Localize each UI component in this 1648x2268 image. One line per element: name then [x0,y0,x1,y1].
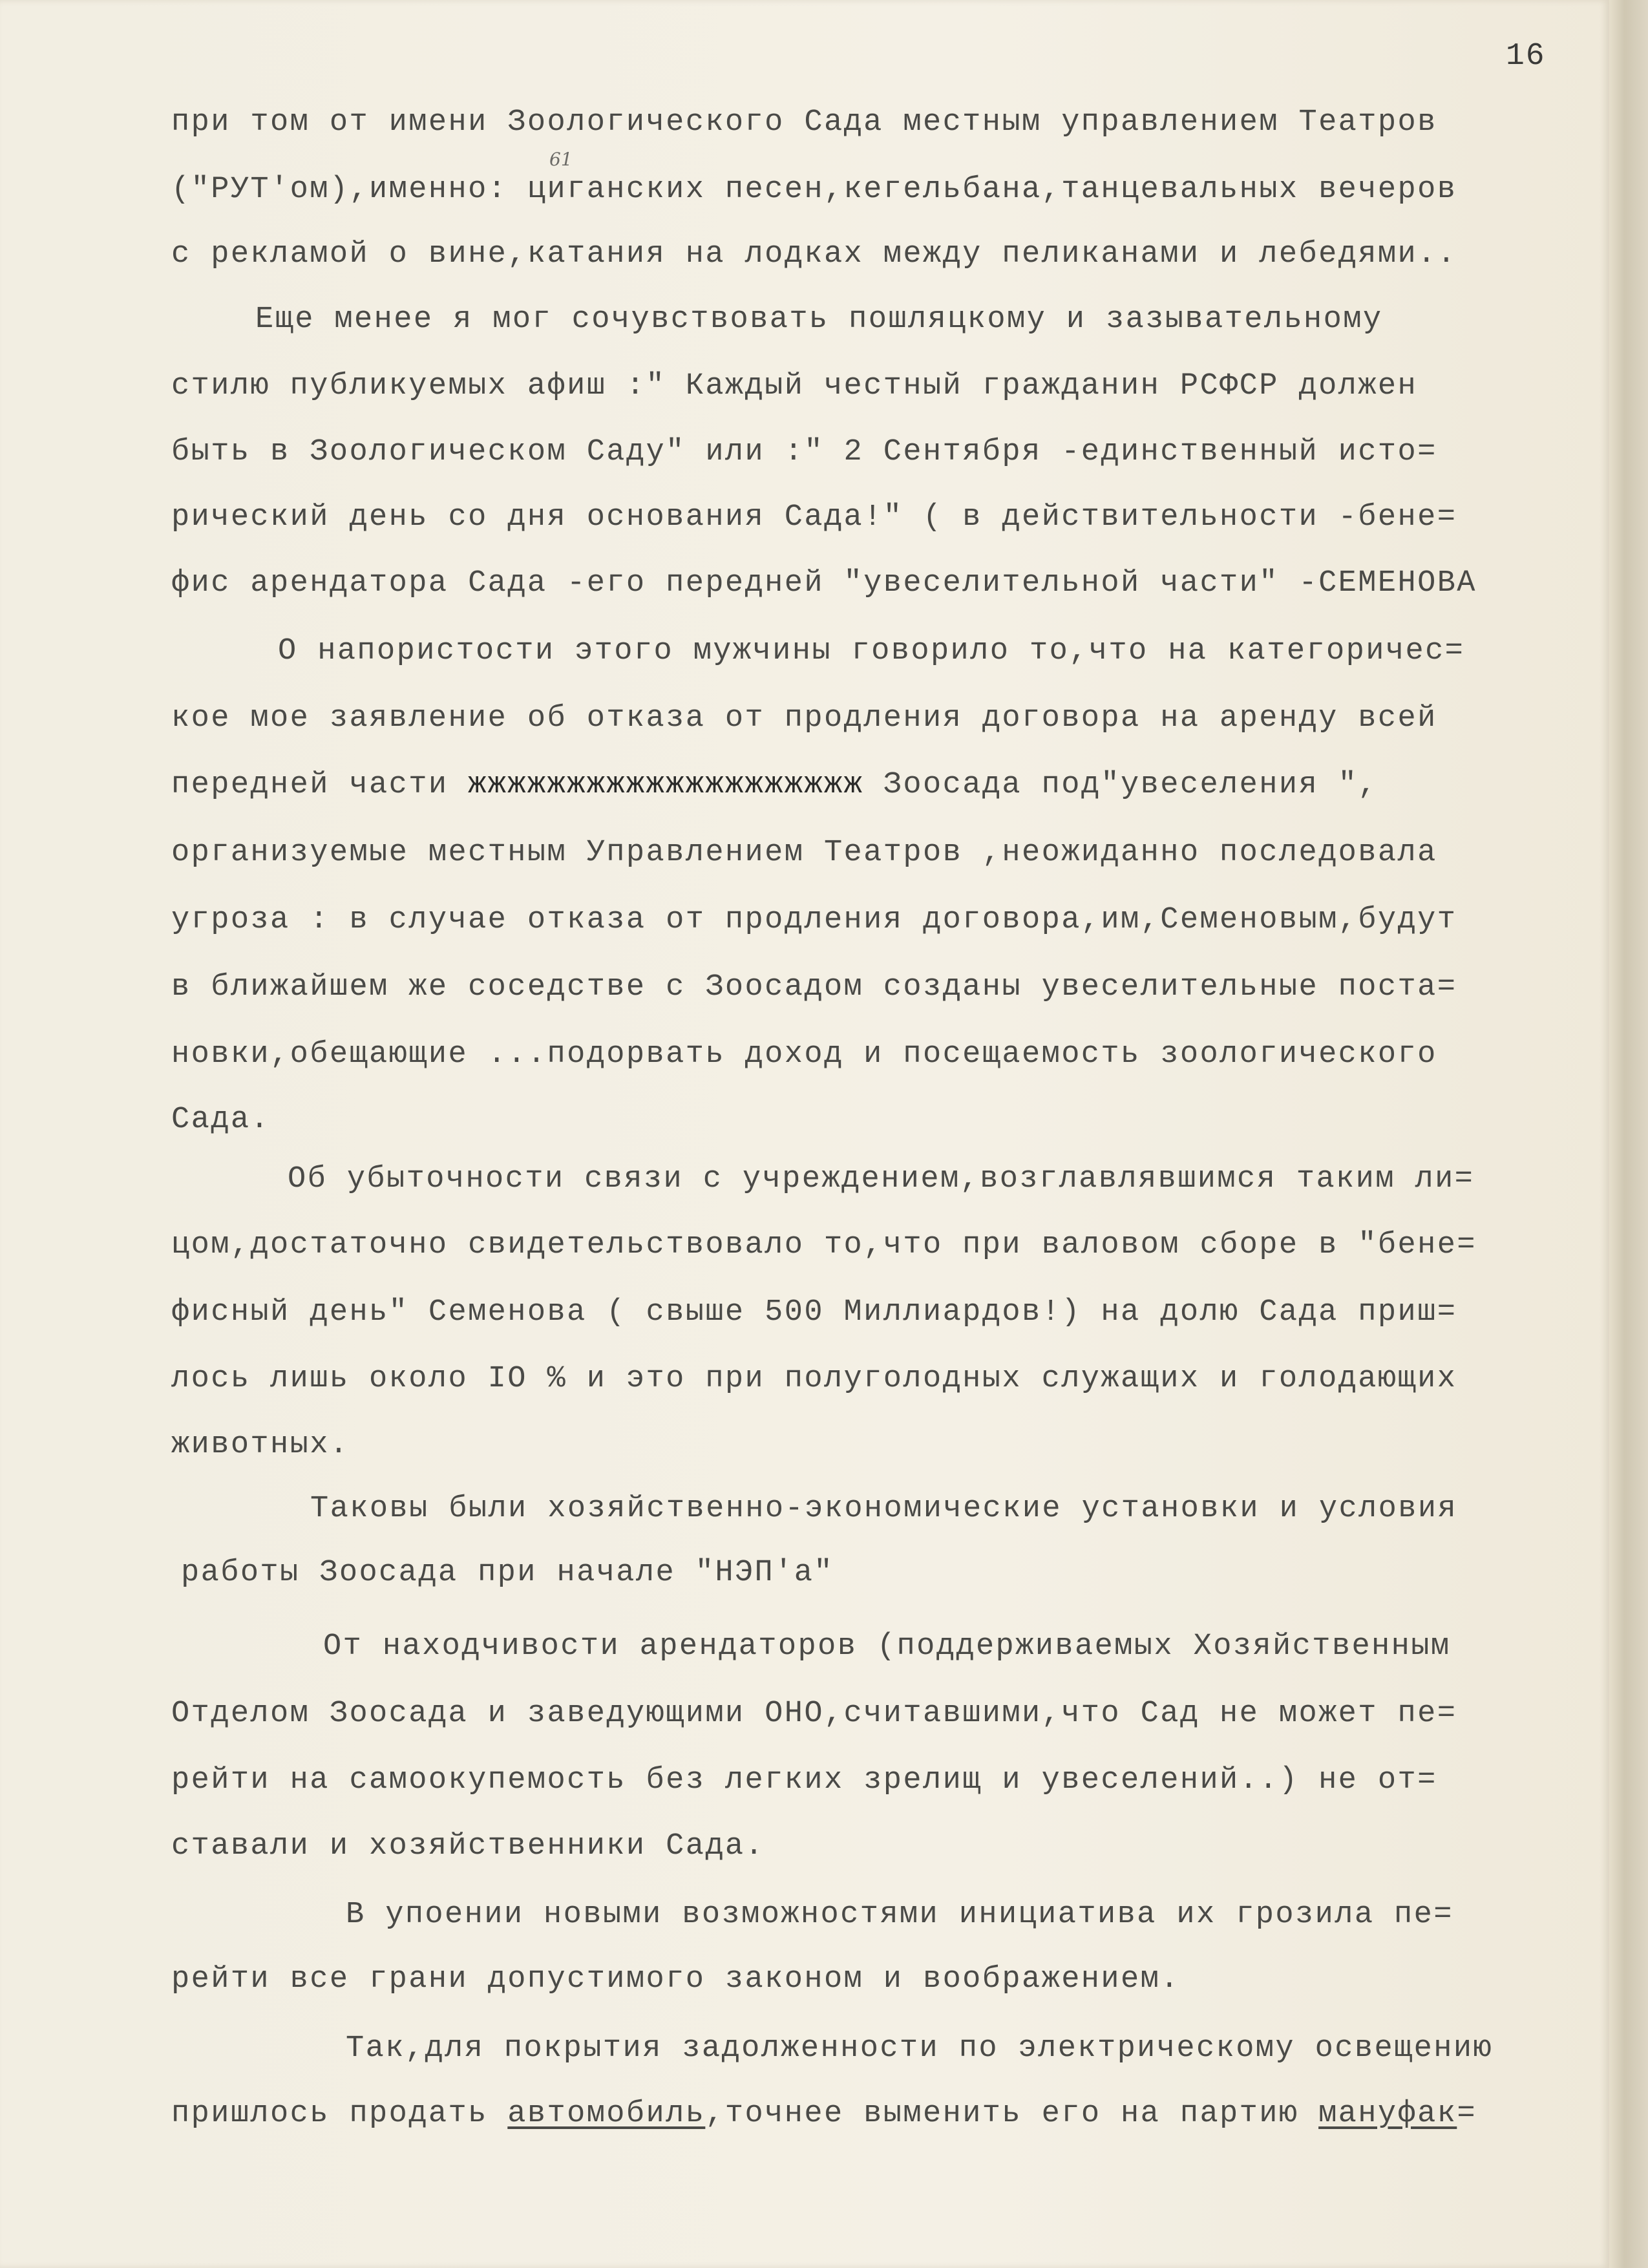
text-line-10: кое мое заявление об отказа от продления договора на аренду всей [171,701,1437,736]
text-line-21: животных. [171,1428,350,1462]
text-line-13: угроза : в случае отказа от продления договора,им,Семеновым,будут [171,903,1457,937]
text-line-31-middle: ,точнее выменить его на партию [705,2097,1319,2131]
text-line-8: фис арендатора Сада -его передней "увеселительной части" -СЕМЕНОВА [171,566,1477,600]
text-line-11-end: Зоосада под"увеселения ", [863,768,1378,802]
text-line-25: Отделом Зоосада и заведующими ОНО,считавшими,что Сад не может пе= [171,1697,1457,1731]
text-line-9: О напористости этого мужчины говорило то,что на категоричес= [278,634,1465,668]
text-line-19: фисный день" Семенова ( свыше 500 Миллиардов!) на долю Сада приш= [171,1295,1457,1330]
text-line-15: новки,обещающие ...подорвать доход и посещаемость зоологического [171,1037,1437,1072]
text-line-22: Таковы были хозяйственно-экономические установки и условия [310,1492,1458,1526]
text-line-20: лось лишь около IO % и это при полуголодных служащих и голодающих [171,1362,1457,1396]
text-line-31 [171,2095,1477,2134]
text-line-27: ставали и хозяйственники Сада. [171,1829,765,1863]
text-line-24: От находчивости арендаторов (поддерживаемых Хозяйственным [323,1629,1451,1664]
text-line-14: в ближайшем же соседстве с Зоосадом созданы увеселительные поста= [171,970,1457,1004]
text-line-31-end: = [1457,2097,1477,2131]
text-line-28: В упоении новыми возможностями инициатива их грозила пе= [346,1898,1453,1932]
text-line-17: Об убыточности связи с учреждением,возглавлявшимся таким ли= [288,1162,1475,1196]
text-line-11-start: передней части [171,768,469,802]
text-line-31-start: пришлось продать [171,2097,508,2131]
underlined-word-manufak: мануфак [1318,2097,1457,2131]
page-edge [1609,0,1648,2268]
text-line-5: стилю публикуемых афиш :" Каждый честный гражданин РСФСР должен [171,369,1418,403]
text-line-23: работы Зоосада при начале "НЭП'а" [181,1556,834,1590]
text-line-4: Еще менее я мог сочувствовать пошляцкому и зазывательному [255,302,1383,337]
text-line-7: рический день со дня основания Сада!" ( в действительности -бене= [171,500,1457,535]
page-number: 16 [1506,39,1546,74]
text-line-29: рейти все грани допустимого законом и воображением. [171,1962,1180,1997]
text-line-2: ("РУТ'ом),именно: циганских песен,кегельбана,танцевальных вечеров [171,173,1457,207]
text-line-1: при том от имени Зоологического Сада местным управлением Театров [171,105,1437,140]
struck-out-text: жжжжжжжжжжжжжжжжжжжж [468,768,864,802]
text-line-26: рейти на самоокупемость без легких зрелищ и увеселений..) не от= [171,1763,1437,1797]
text-line-12: организуемые местным Управлением Театров ,неожиданно последовала [171,836,1437,870]
text-line-30: Так,для покрытия задолженности по электрическому освещению [346,2031,1494,2066]
text-line-6: быть в Зоологическом Саду" или :" 2 Сентября -единственный исто= [171,435,1437,469]
handwritten-annotation: 61 [549,149,573,170]
underlined-word-automobile: автомобиль [507,2097,706,2131]
text-line-16: Сада. [171,1103,271,1137]
text-line-18: цом,достаточно свидетельствовало то,что при валовом сборе в "бене= [171,1228,1477,1262]
text-line-11 [171,766,1378,805]
text-line-3: с рекламой о вине,катания на лодках между пеликанами и лебедями.. [171,237,1457,271]
